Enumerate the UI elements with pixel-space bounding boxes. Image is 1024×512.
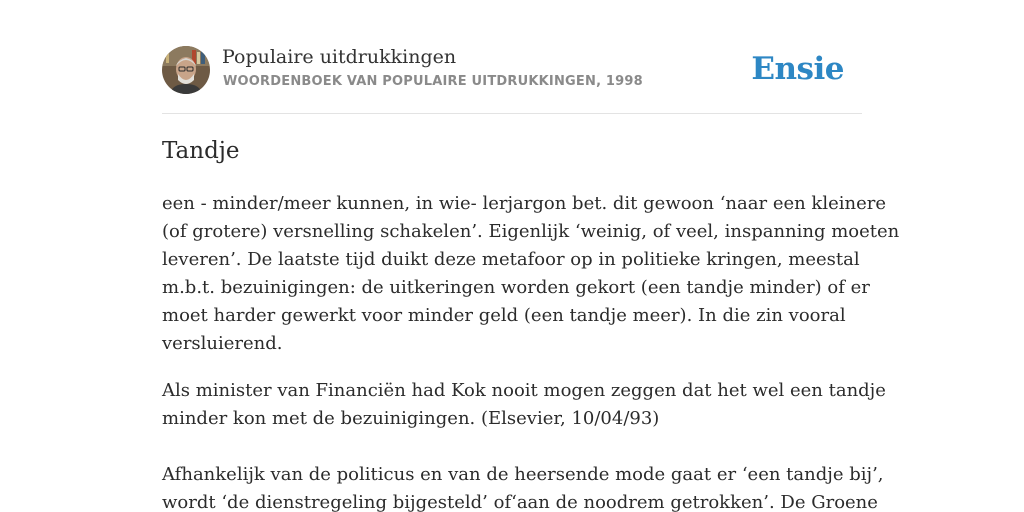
entry-title: Tandje (162, 138, 240, 164)
ensie-logo[interactable]: Ensie (751, 51, 844, 87)
text-line: een - minder/meer kunnen, in wie- lerjargon bet. dit gewoon ‘naar een kleinere (162, 193, 887, 214)
text-line: leveren’. De laatste tijd duikt deze metafoor op in politieke kringen, meestal (162, 249, 860, 270)
source-subtitle: WOORDENBOEK VAN POPULAIRE UITDRUKKINGEN, 1998 (223, 74, 643, 89)
text-line: versluierend. (162, 333, 283, 354)
text-line: Als minister van Financiën had Kok nooit mogen zeggen dat het wel een tandje (162, 380, 886, 401)
text-line: wordt ‘de dienstregeling bijgesteld’ of‘aan de noodrem getrokken’. De Groene (162, 492, 878, 512)
text-line: Afhankelijk van de politicus en van de heersende mode gaat er ‘een tandje bij’, (162, 464, 884, 485)
text-line: (of grotere) versnelling schakelen’. Eigenlijk ‘weinig, of veel, inspanning moeten (162, 221, 900, 242)
header-divider (162, 113, 862, 114)
example-paragraph (162, 377, 886, 433)
text-line: minder kon met de bezuinigingen. (Elsevier, 10/04/93) (162, 408, 660, 429)
continuation-paragraph (162, 461, 884, 512)
entry-body (162, 190, 900, 512)
header (162, 46, 862, 96)
source-title[interactable]: Populaire uitdrukkingen (222, 46, 457, 68)
text-line: m.b.t. bezuinigingen: de uitkeringen worden gekort (een tandje minder) of er (162, 277, 870, 298)
author-portrait-icon[interactable] (162, 46, 210, 94)
definition-paragraph (162, 190, 900, 358)
text-line: moet harder gewerkt voor minder geld (een tandje meer). In die zin vooral (162, 305, 846, 326)
